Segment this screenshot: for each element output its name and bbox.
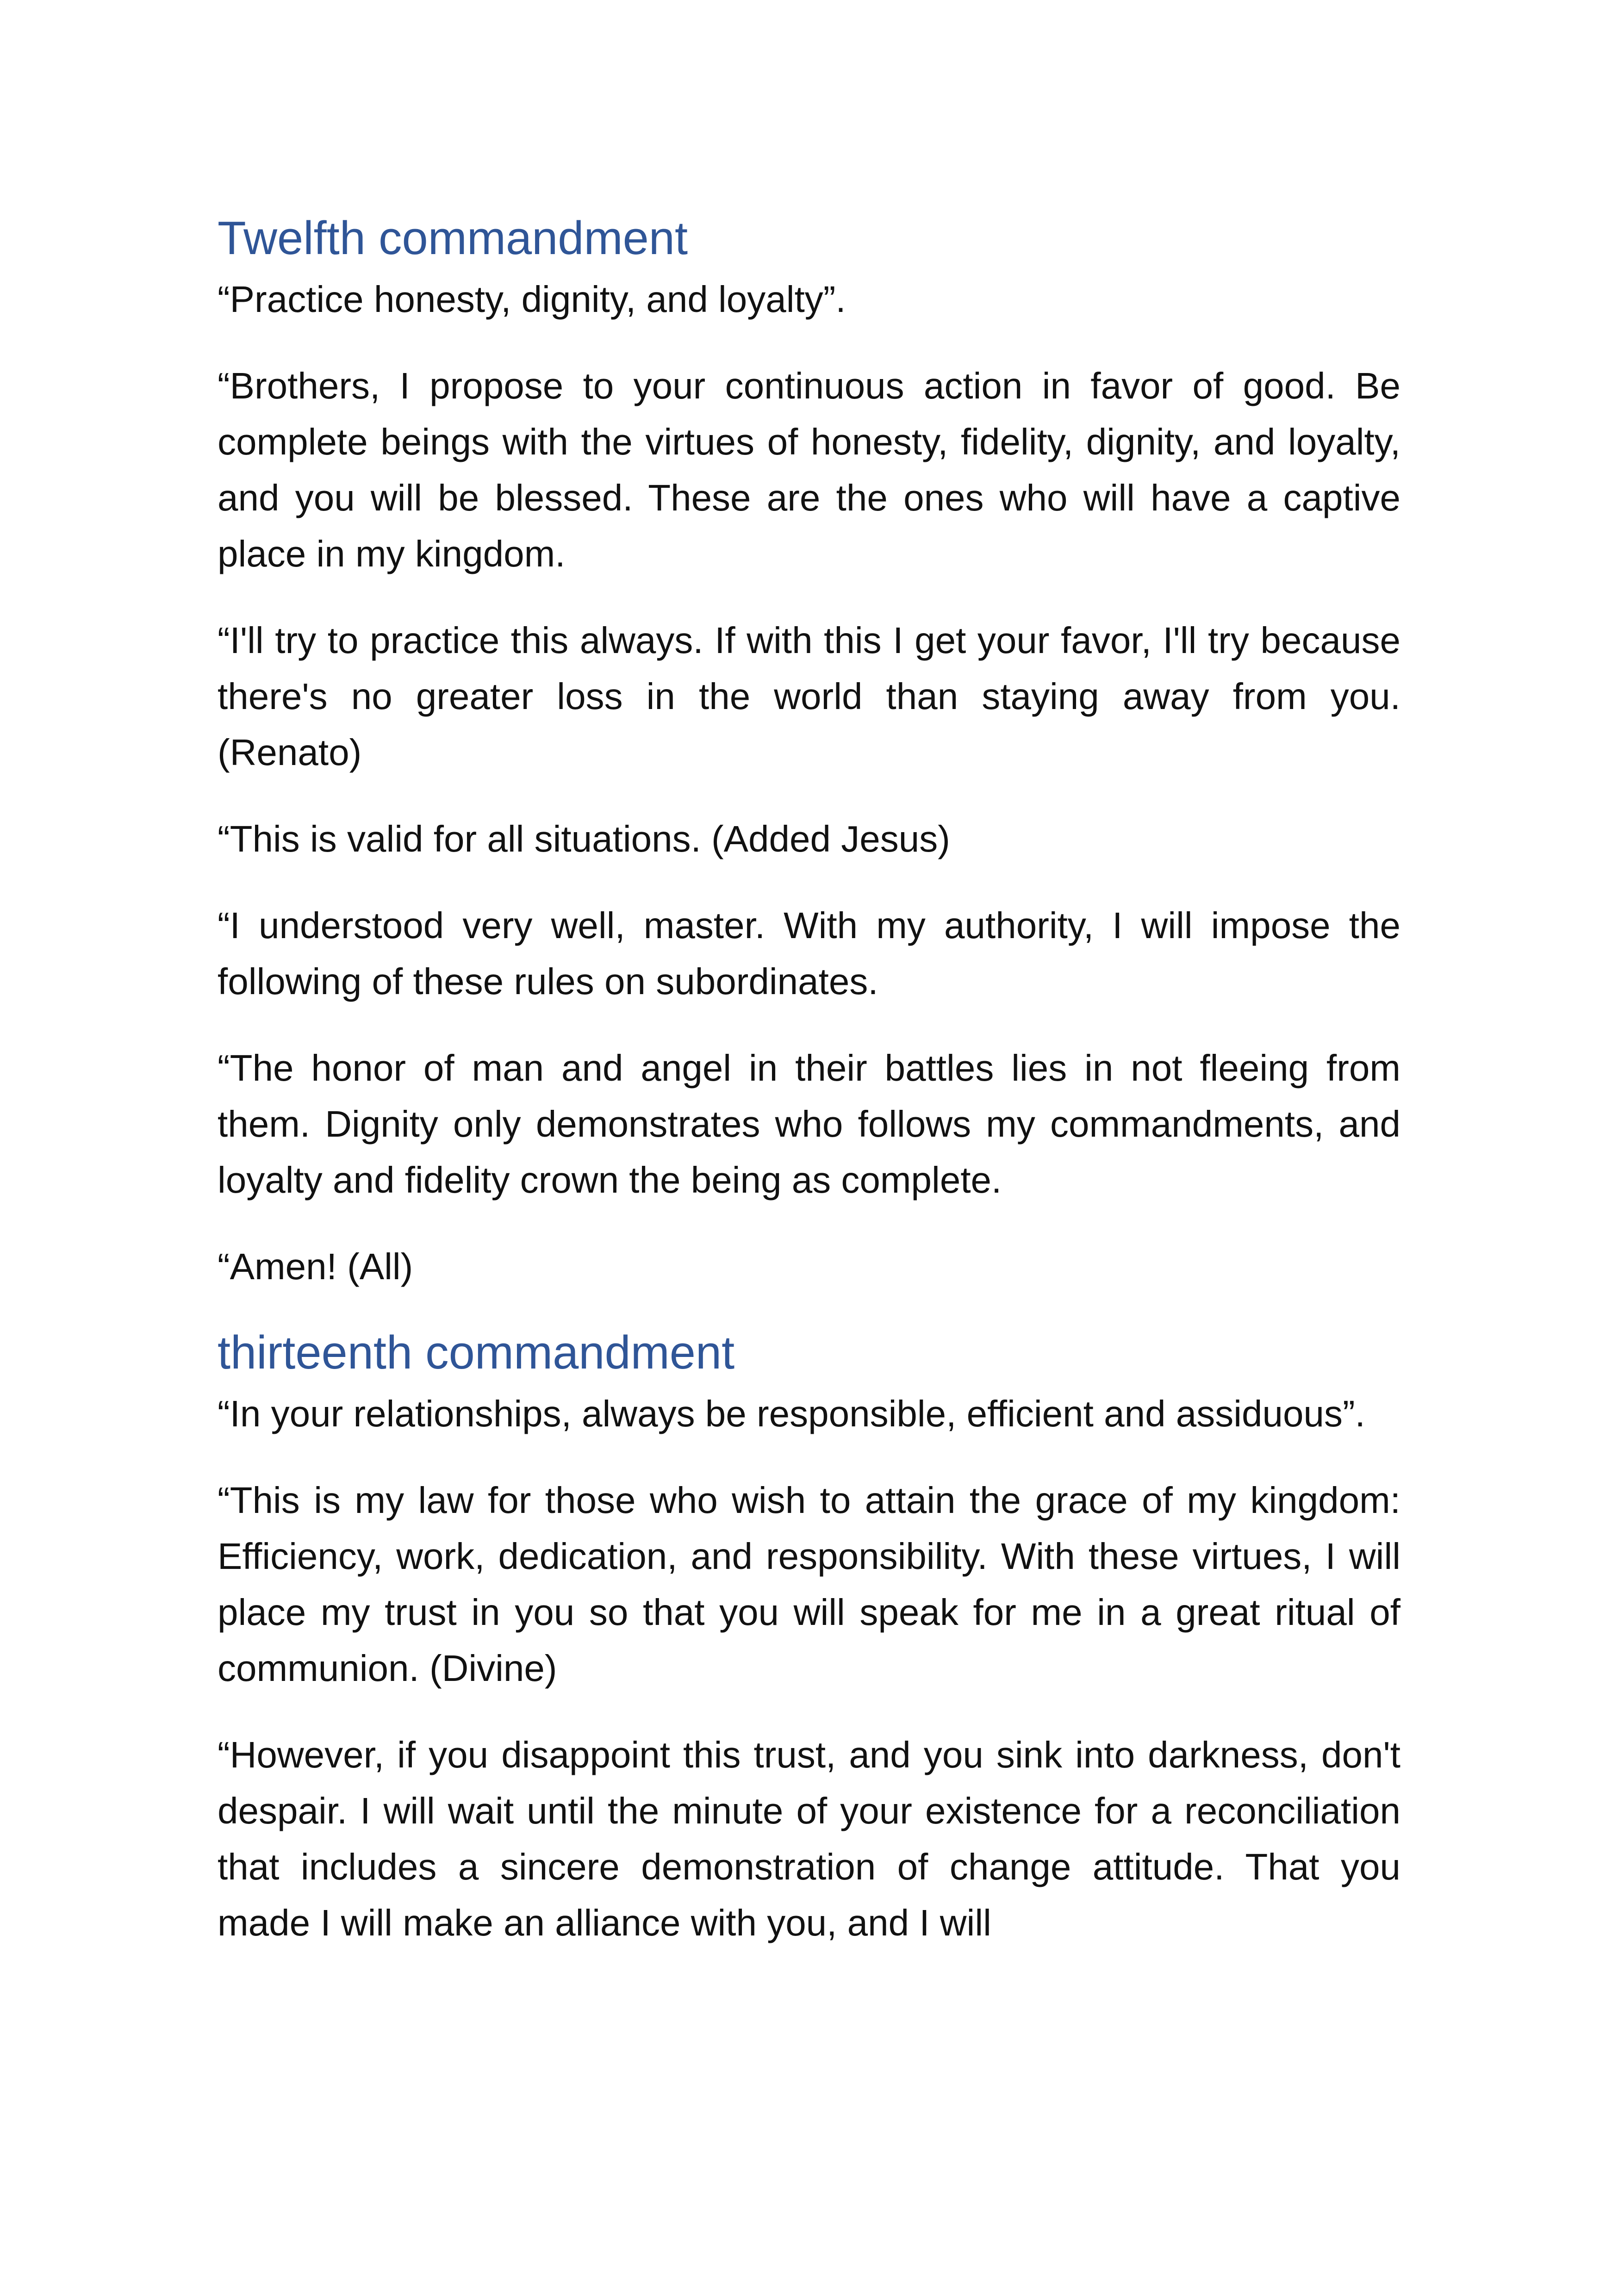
paragraph: “Brothers, I propose to your continuous action in favor of good. Be complete beings with the virtues of honesty, fidelity, dignity, and loyalty, and you will be blessed. These are the ones who will have a captive place in my kingdom. bbox=[218, 365, 1400, 575]
paragraph: “The honor of man and angel in their battles lies in not fleeing from them. Dignity only demonstrates who follows my commandments, and loyalty and fidelity crown the being as complete. bbox=[218, 1047, 1400, 1201]
paragraph: “Practice honesty, dignity, and loyalty”. bbox=[218, 279, 846, 320]
section-heading-thirteenth: thirteenth commandment bbox=[218, 1327, 735, 1379]
document-page bbox=[218, 211, 1400, 1951]
paragraph: “Amen! (All) bbox=[218, 1246, 413, 1288]
paragraph: “I understood very well, master. With my authority, I will impose the following of these rules on subordinates. bbox=[218, 905, 1400, 1002]
paragraph: “In your relationships, always be responsible, efficient and assiduous”. bbox=[218, 1393, 1365, 1435]
paragraph: “However, if you disappoint this trust, and you sink into darkness, don't despair. I will wait until the minute of your existence for a reconciliation that includes a sincere demonstration of change attitude. That you made I will make an alliance with you, and I will bbox=[218, 1734, 1400, 1944]
paragraph: “This is my law for those who wish to attain the grace of my kingdom: Efficiency, work, dedication, and responsibility. With these virtues, I will place my trust in you so that you will speak for me in a great ritual of communion. (Divine) bbox=[218, 1480, 1400, 1689]
paragraph: “This is valid for all situations. (Added Jesus) bbox=[218, 818, 950, 860]
section-heading-twelfth: Twelfth commandment bbox=[218, 212, 688, 264]
paragraph: “I'll try to practice this always. If with this I get your favor, I'll try because there's no greater loss in the world than staying away from you. (Renato) bbox=[218, 620, 1400, 773]
